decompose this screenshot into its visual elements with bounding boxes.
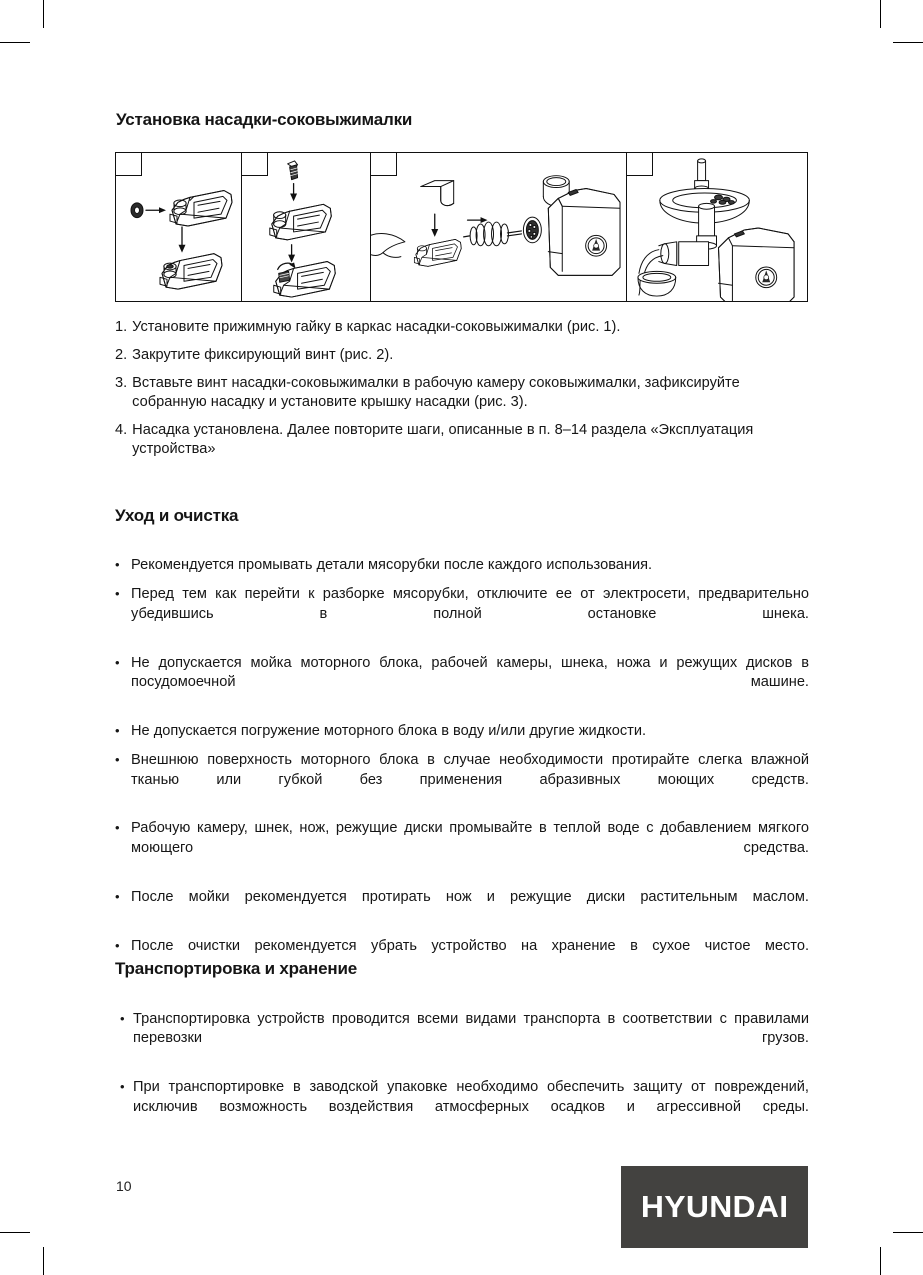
bullet-icon: •: [115, 888, 120, 904]
bullet-text: После мойки рекомендуется протирать нож и режущие диски растительным маслом.: [131, 888, 809, 905]
section-title-care: Уход и очистка: [115, 506, 239, 525]
bullet-text: Транспортировка устройств проводится всеми видами транспорта в соответствии с правилами перевозки грузов.: [133, 1011, 809, 1047]
list-item: [120, 1078, 809, 1136]
step-text: Установите прижимную гайку в каркас насадки-соковыжималки (рис. 1).: [132, 319, 621, 335]
bullet-icon: •: [115, 937, 120, 953]
list-item: [115, 819, 809, 877]
crop-mark-bottom-right-vertical: [880, 1247, 881, 1275]
section-title-install: Установка насадки-соковыжималки: [116, 110, 413, 129]
bullet-text: При транспортировке в заводской упаковке необходимо обеспечить защиту от повреждений, исключив возможность воздействия атмосферных осадков и агрессивной среды.: [133, 1079, 809, 1115]
figure-panel-3: [370, 153, 626, 301]
figure-panel-3-drawing: [371, 153, 626, 301]
list-item: [115, 346, 809, 365]
figure-panel-3-label: [371, 153, 397, 176]
figure-panel-1-label: [116, 153, 142, 176]
bullet-icon: •: [115, 752, 120, 768]
bullet-icon: •: [115, 654, 120, 670]
step-text: Закрутите фиксирующий винт (рис. 2).: [132, 346, 394, 363]
list-item: [115, 654, 809, 712]
section-title-transport: Транспортировка и хранение: [115, 959, 357, 978]
bullet-icon: •: [115, 586, 120, 602]
list-item: [115, 888, 809, 927]
installation-figure-strip: [115, 152, 808, 302]
step-text: Насадка установлена. Далее повторите шаги, описанные в п. 8–14 раздела «Эксплуатация устройства»: [132, 421, 754, 457]
list-item: [115, 751, 809, 809]
hyundai-logo-text: HYUNDAI: [640, 1189, 789, 1224]
list-item: [115, 318, 809, 337]
bullet-text: Рабочую камеру, шнек, нож, режущие диски промывайте в теплой воде с добавлением мягкого моющего средства.: [131, 820, 809, 856]
crop-mark-top-left-vertical: [43, 0, 44, 28]
crop-mark-bottom-right-horizontal: [893, 1232, 923, 1233]
figure-panel-4: [626, 153, 809, 301]
list-item: [115, 374, 809, 412]
figure-panel-4-drawing: [627, 153, 809, 301]
installation-steps-list: [115, 318, 809, 468]
crop-mark-top-left-horizontal: [0, 42, 30, 43]
crop-mark-bottom-left-horizontal: [0, 1232, 30, 1233]
list-item: [120, 1010, 809, 1068]
figure-panel-1: [116, 153, 241, 301]
page-number: 10: [116, 1178, 132, 1194]
page-content: [115, 0, 809, 1275]
bullet-text: После очистки рекомендуется убрать устройство на хранение в сухое чистое место.: [131, 937, 809, 954]
figure-panel-4-label: [627, 153, 653, 176]
bullet-icon: •: [120, 1079, 125, 1095]
bullet-text: Не допускается погружение моторного блока в воду и/или другие жидкости.: [131, 722, 647, 739]
bullet-icon: •: [120, 1011, 125, 1026]
list-item: [115, 556, 809, 575]
care-bullet-list: [115, 556, 809, 985]
step-number: 4.: [115, 421, 128, 438]
step-number: 3.: [115, 374, 128, 391]
crop-mark-top-right-vertical: [880, 0, 881, 28]
bullet-icon: •: [115, 820, 120, 836]
list-item: [115, 722, 809, 741]
figure-panel-2-label: [242, 153, 268, 176]
figure-panel-2: [241, 153, 370, 301]
list-item: [115, 585, 809, 643]
bullet-text: Перед тем как перейти к разборке мясорубки, отключите ее от электросети, предварительно убедившись в полной остановке шнека.: [131, 586, 809, 622]
transport-bullet-list: [120, 1010, 809, 1146]
crop-mark-bottom-left-vertical: [43, 1247, 44, 1275]
bullet-text: Не допускается мойка моторного блока, рабочей камеры, шнека, ножа и режущих дисков в посудомоечной машине.: [131, 654, 809, 691]
bullet-icon: •: [115, 557, 120, 572]
list-item: [115, 421, 809, 459]
hyundai-logo: [621, 1166, 808, 1248]
crop-mark-top-right-horizontal: [893, 42, 923, 43]
step-number: 1.: [115, 319, 128, 335]
bullet-text: Внешнюю поверхность моторного блока в случае необходимости протирайте слегка влажной тканью или губкой без применения абразивных моющих средств.: [131, 752, 809, 788]
step-number: 2.: [115, 346, 128, 363]
bullet-icon: •: [115, 722, 120, 738]
bullet-text: Рекомендуется промывать детали мясорубки после каждого использования.: [131, 557, 653, 573]
step-text: Вставьте винт насадки-соковыжималки в рабочую камеру соковыжималки, зафиксируйте собранную насадку и установите крышку насадки (рис. 3).: [132, 374, 740, 410]
